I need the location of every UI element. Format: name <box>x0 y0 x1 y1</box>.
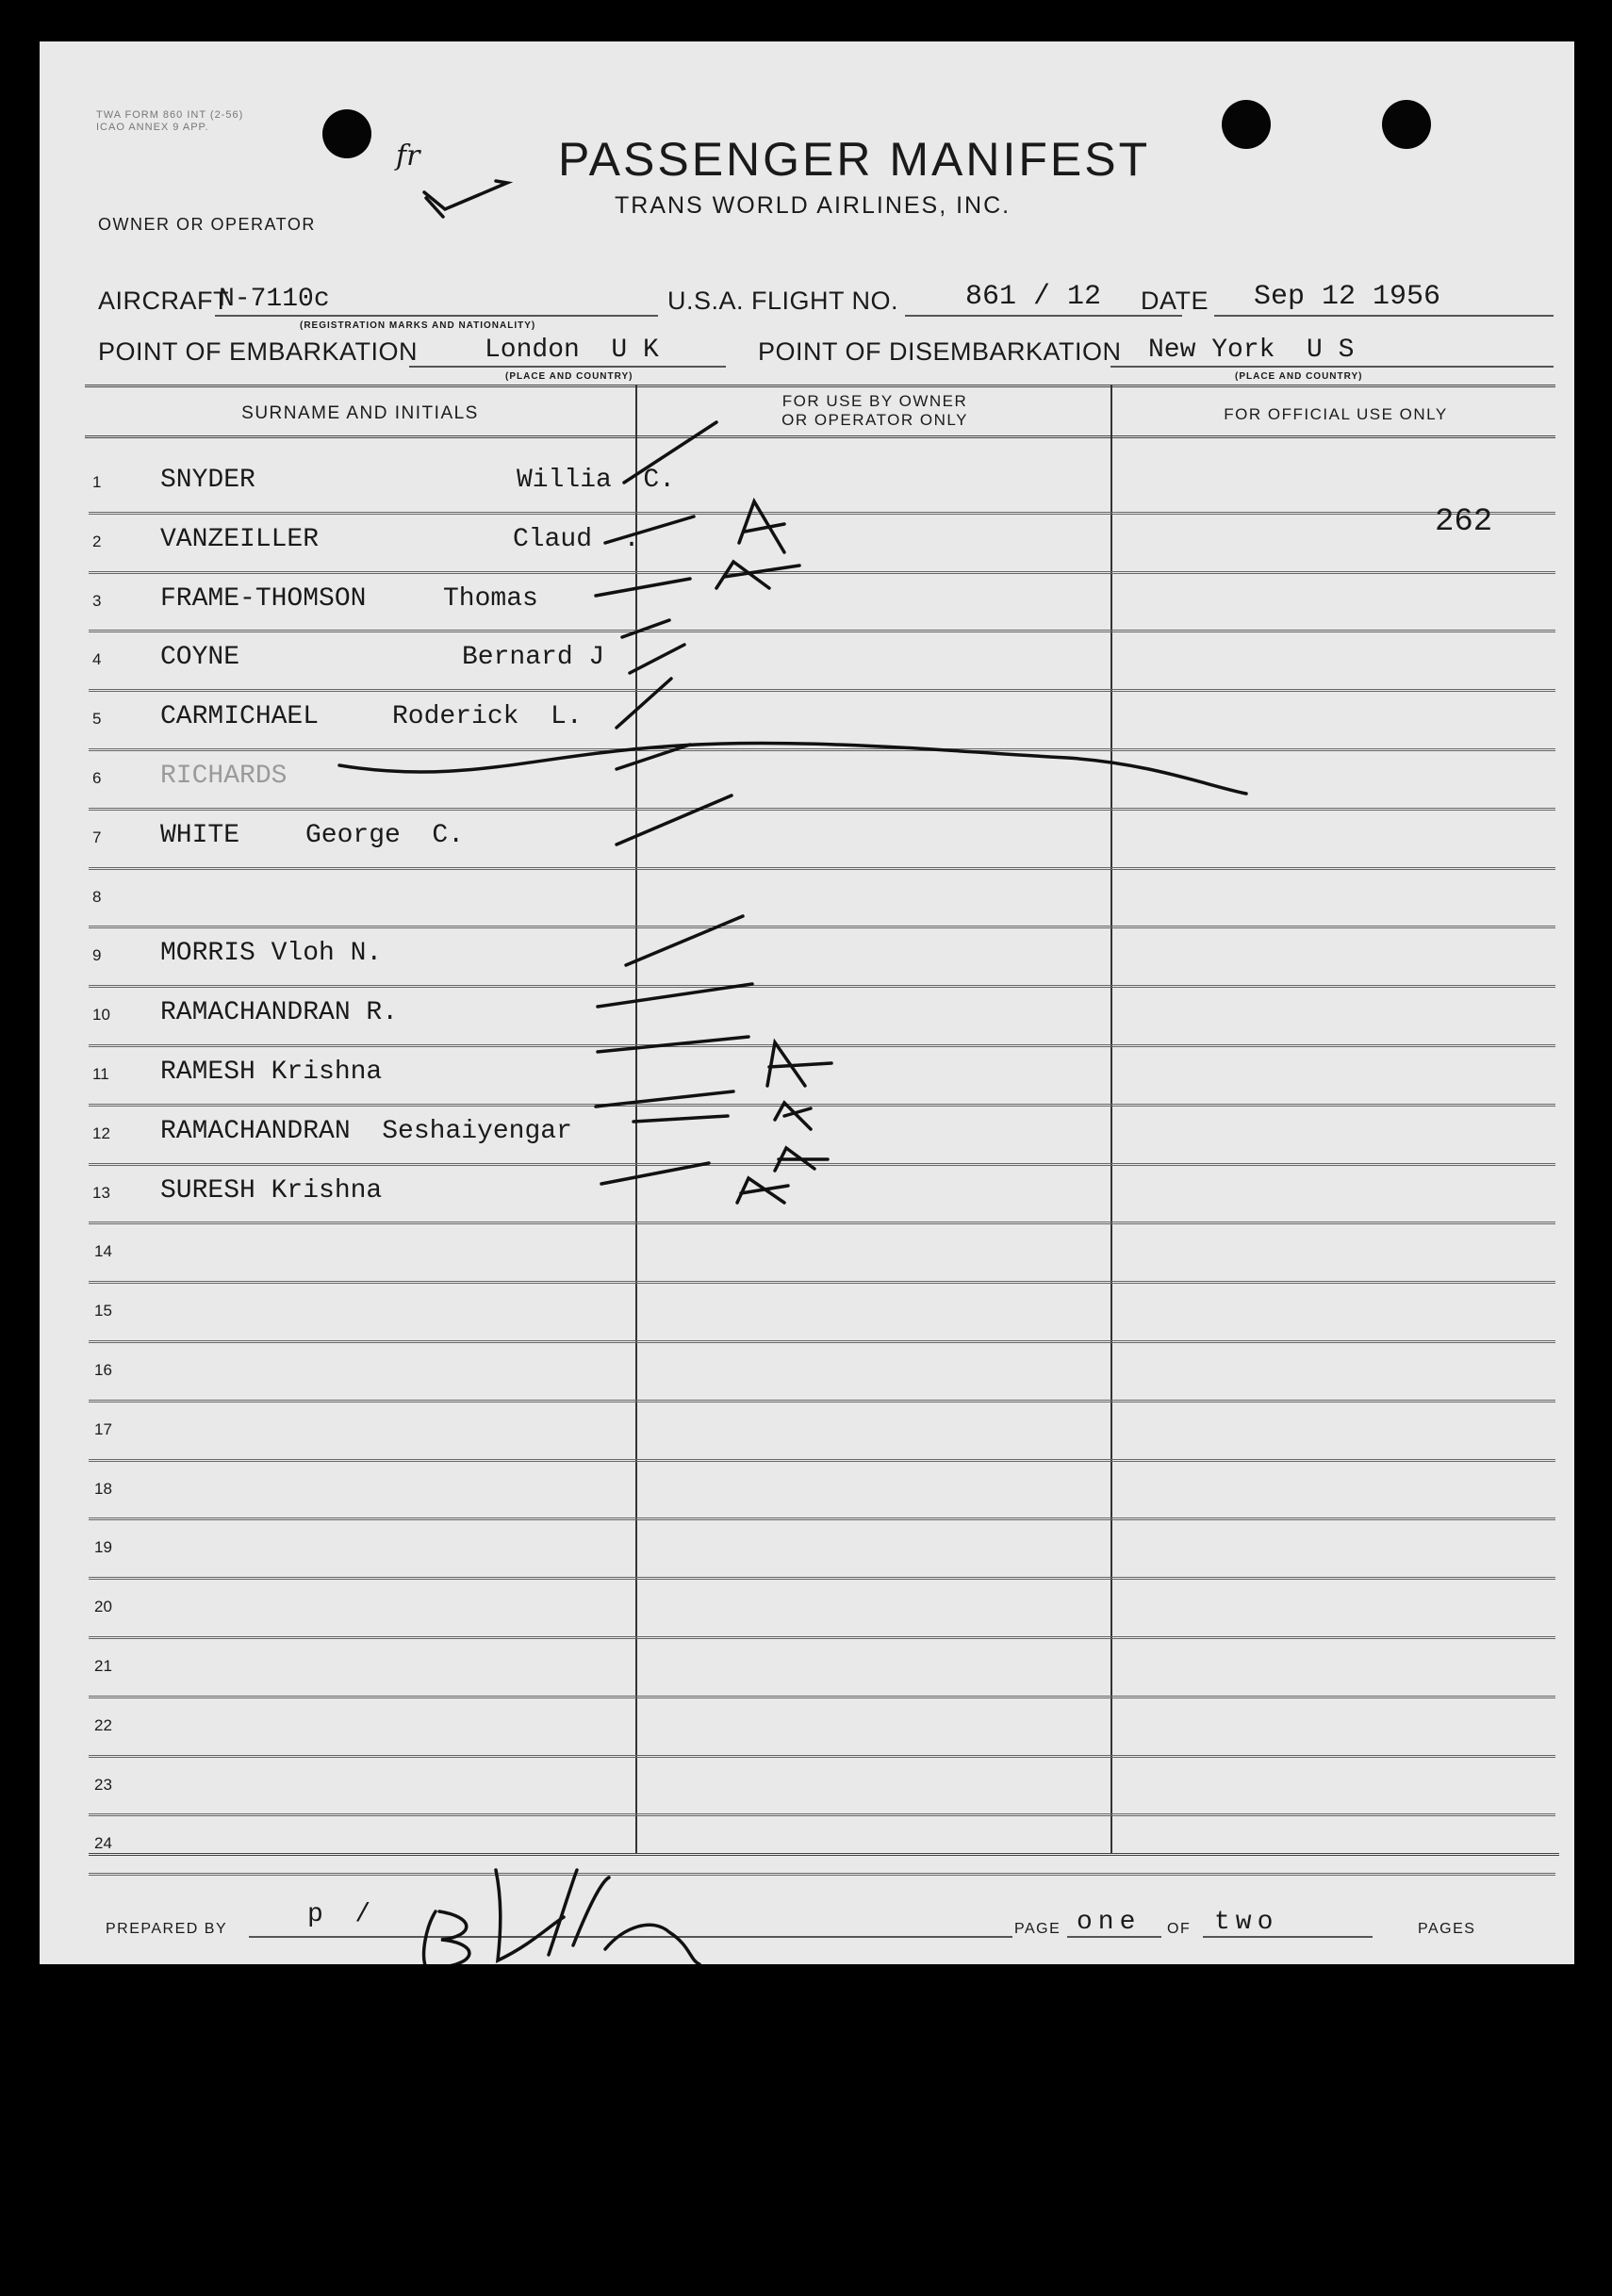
column-header-surname: SURNAME AND INITIALS <box>241 403 479 423</box>
registration-note: (REGISTRATION MARKS AND NATIONALITY) <box>300 320 536 331</box>
of-label: OF <box>1167 1921 1192 1937</box>
official-use-value: 262 <box>1435 503 1493 540</box>
column-header-official: FOR OFFICIAL USE ONLY <box>1224 405 1448 423</box>
form-code-line1: TWA FORM 860 INT (2-56) <box>96 109 244 121</box>
manifest-sheet <box>40 41 1574 1964</box>
row-number: 6 <box>92 769 102 787</box>
row-number: 21 <box>94 1657 112 1675</box>
row-number: 19 <box>94 1538 112 1557</box>
passenger-given-name: Thomas <box>443 583 538 614</box>
passenger-surname: RICHARDS <box>160 762 288 791</box>
embark-value: London U K <box>485 336 659 365</box>
date-label: DATE <box>1141 287 1209 315</box>
passenger-given-name: Willia C. <box>517 466 676 495</box>
passenger-surname: MORRIS Vloh N. <box>160 939 383 969</box>
row-number: 8 <box>92 887 102 906</box>
pen-marks <box>40 41 1574 1964</box>
row-number: 2 <box>92 532 102 550</box>
row-number: 23 <box>94 1775 112 1794</box>
passenger-surname: FRAME-THOMSON <box>160 583 367 614</box>
passenger-given-name: George C. <box>305 820 465 850</box>
form-code-line2: ICAO ANNEX 9 APP. <box>96 122 209 133</box>
passenger-surname: WHITE <box>160 820 240 850</box>
prepared-mark: p / <box>307 1900 371 1929</box>
disembark-label: POINT OF DISEMBARKATION <box>758 337 1122 366</box>
row-number: 13 <box>92 1183 110 1202</box>
row-number: 4 <box>92 650 102 669</box>
passenger-surname: RAMACHANDRAN R. <box>160 998 399 1028</box>
flight-number: 861 / 12 <box>965 281 1102 313</box>
aircraft-label: AIRCRAFT <box>98 287 229 315</box>
handwritten-fr: fr <box>396 139 420 172</box>
row-number: 7 <box>92 828 102 846</box>
flight-label: U.S.A. FLIGHT NO. <box>667 287 899 315</box>
embark-label: POINT OF EMBARKATION <box>98 337 419 366</box>
row-number: 12 <box>92 1123 110 1142</box>
embark-note: (PLACE AND COUNTRY) <box>505 371 633 382</box>
operator-header-line1: FOR USE BY OWNER <box>781 392 968 410</box>
prepared-label: PREPARED BY <box>106 1921 228 1937</box>
passenger-surname: CARMICHAEL <box>160 702 320 732</box>
row-number: 20 <box>94 1598 112 1616</box>
passenger-given-name: Roderick L. <box>392 702 583 732</box>
passenger-surname: SNYDER <box>160 466 255 495</box>
date-value: Sep 12 1956 <box>1254 281 1441 313</box>
passenger-surname: VANZEILLER <box>160 524 320 554</box>
aircraft-value: N-7110c <box>219 285 330 314</box>
pages-label: PAGES <box>1418 1921 1476 1937</box>
row-number: 14 <box>94 1242 112 1261</box>
page-title: PASSENGER MANIFEST <box>558 133 1151 186</box>
passenger-surname: RAMACHANDRAN Seshaiyengar <box>160 1116 572 1146</box>
page-label: PAGE <box>1014 1921 1061 1937</box>
row-number: 16 <box>94 1361 112 1379</box>
row-number: 1 <box>92 473 102 491</box>
row-number: 10 <box>92 1006 110 1025</box>
company-name: TRANS WORLD AIRLINES, INC. <box>615 192 1012 219</box>
row-number: 18 <box>94 1479 112 1498</box>
row-number: 24 <box>94 1834 112 1853</box>
disembark-note: (PLACE AND COUNTRY) <box>1235 371 1363 382</box>
row-number: 9 <box>92 946 102 965</box>
passenger-given-name: Claud . <box>513 524 640 554</box>
disembark-value: New York U S <box>1148 336 1355 365</box>
passenger-surname: SURESH Krishna <box>160 1175 383 1205</box>
row-number: 3 <box>92 591 102 610</box>
owner-label: OWNER OR OPERATOR <box>98 215 316 234</box>
row-number: 15 <box>94 1302 112 1320</box>
row-number: 11 <box>92 1065 109 1083</box>
passenger-surname: COYNE <box>160 643 240 673</box>
operator-header-line2: OR OPERATOR ONLY <box>781 411 968 429</box>
passenger-surname: RAMESH Krishna <box>160 1058 383 1087</box>
row-number: 5 <box>92 710 102 729</box>
passenger-given-name: Bernard J <box>462 643 605 673</box>
page-total: two <box>1214 1908 1279 1937</box>
row-number: 22 <box>94 1715 112 1734</box>
row-number: 17 <box>94 1419 112 1438</box>
page-number: one <box>1077 1908 1142 1937</box>
